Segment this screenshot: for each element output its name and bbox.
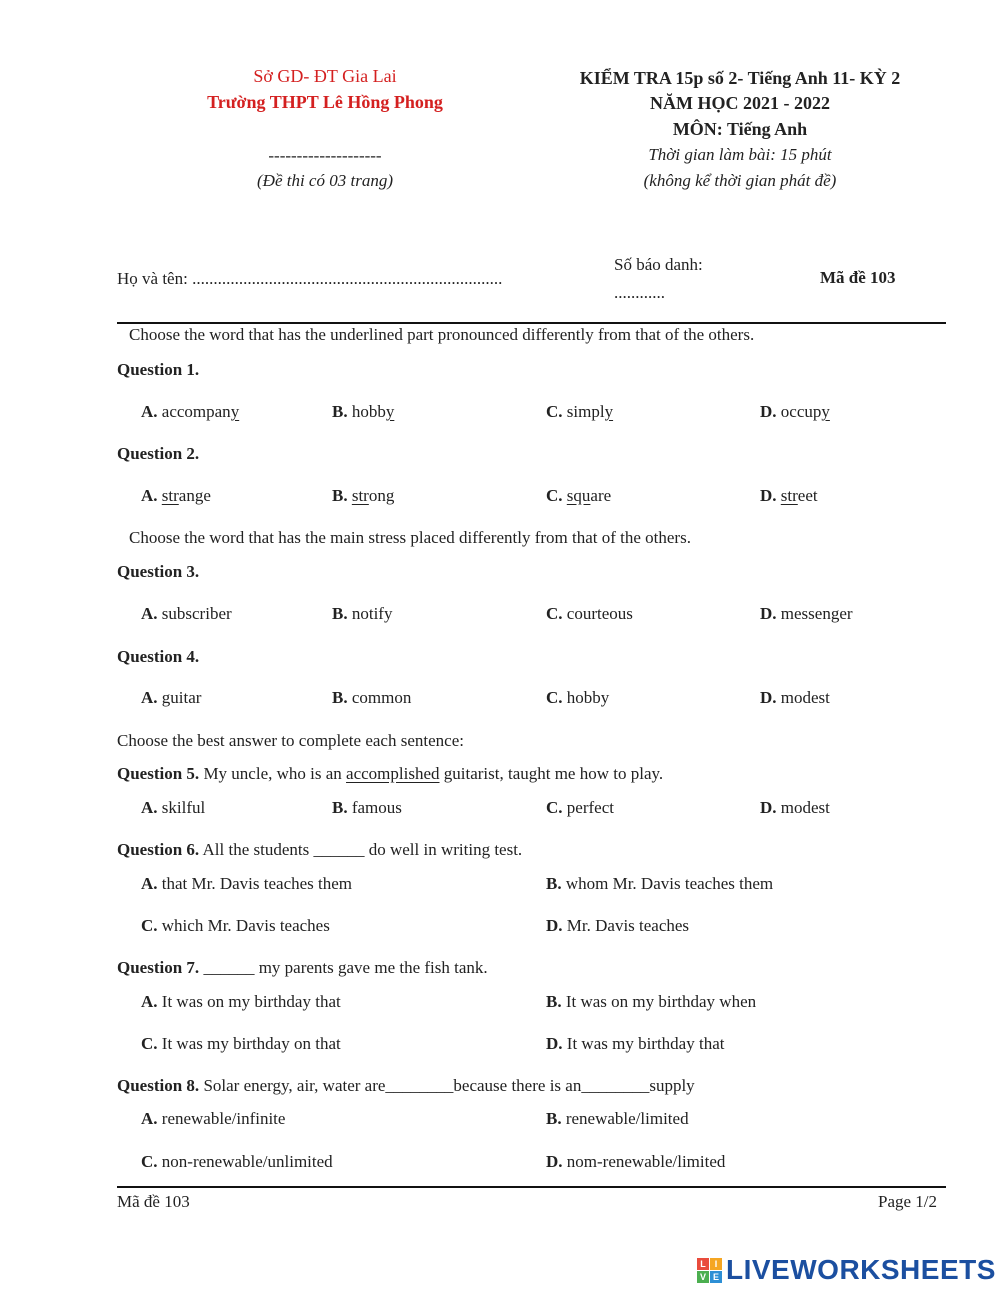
school-name: Trường THPT Lê Hồng Phong: [207, 92, 443, 112]
q3-option-d[interactable]: D. messenger: [760, 604, 853, 623]
q4-option-c[interactable]: C. hobby: [546, 688, 610, 707]
q4-option-b[interactable]: B. common: [332, 688, 412, 707]
student-name-field[interactable]: Họ và tên: .........................................................................: [117, 269, 503, 288]
q6-option-d[interactable]: D. Mr. Davis teaches: [546, 916, 690, 935]
question-5-stem: Question 5. My uncle, who is an accomplished guitarist, taught me how to play.: [117, 764, 664, 783]
candidate-number-label: Số báo danh:: [614, 255, 703, 274]
q8-option-c[interactable]: C. non-renewable/unlimited: [141, 1152, 333, 1171]
q5-option-a[interactable]: A. skilful: [141, 798, 206, 817]
pages-note: (Đề thi có 03 trang): [257, 171, 393, 190]
question-2-label: Question 2.: [117, 444, 200, 463]
dept-name: Sở GD- ĐT Gia Lai: [253, 66, 397, 86]
q7-option-c[interactable]: C. It was my birthday on that: [141, 1034, 341, 1053]
q6-option-c[interactable]: C. which Mr. Davis teaches: [141, 916, 330, 935]
q1-option-b[interactable]: B. hobby: [332, 402, 395, 421]
q3-option-a[interactable]: A. subscriber: [141, 604, 232, 623]
section-pronunciation-instruction: Choose the word that has the underlined part pronounced differently from that of the others.: [129, 325, 755, 344]
q1-option-d[interactable]: D. occupy: [760, 402, 830, 421]
q5-option-b[interactable]: B. famous: [332, 798, 402, 817]
q3-option-c[interactable]: C. courteous: [546, 604, 633, 623]
subject: MÔN: Tiếng Anh: [672, 119, 808, 139]
school-year: NĂM HỌC 2021 - 2022: [650, 93, 830, 113]
q6-option-a[interactable]: A. that Mr. Davis teaches them: [141, 874, 353, 893]
q2-option-c[interactable]: C. square: [546, 486, 612, 505]
q8-option-d[interactable]: D. nom-renewable/limited: [546, 1152, 726, 1171]
question-8-stem: Question 8. Solar energy, air, water are________because there is an________supply: [117, 1076, 695, 1095]
q2-option-b[interactable]: B. strong: [332, 486, 395, 505]
q7-option-d[interactable]: D. It was my birthday that: [546, 1034, 725, 1053]
exam-time: Thời gian làm bài: 15 phút: [648, 145, 832, 164]
q8-option-a[interactable]: A. renewable/infinite: [141, 1109, 286, 1128]
q8-option-b[interactable]: B. renewable/limited: [546, 1109, 689, 1128]
q2-option-a[interactable]: A. strange: [141, 486, 211, 505]
question-1-label: Question 1.: [117, 360, 200, 379]
question-4-label: Question 4.: [117, 647, 200, 666]
q6-option-b[interactable]: B. whom Mr. Davis teaches them: [546, 874, 774, 893]
q5-option-d[interactable]: D. modest: [760, 798, 830, 817]
q7-option-b[interactable]: B. It was on my birthday when: [546, 992, 757, 1011]
liveworksheets-logo-icon: L I V E: [697, 1258, 722, 1283]
question-7-stem: Question 7. ______ my parents gave me the fish tank.: [117, 958, 488, 977]
candidate-number-field[interactable]: ............: [614, 283, 665, 302]
q4-option-d[interactable]: D. modest: [760, 688, 830, 707]
section-stress-instruction: Choose the word that has the main stress placed differently from that of the others.: [129, 528, 691, 547]
q2-option-d[interactable]: D. street: [760, 486, 818, 505]
question-3-label: Question 3.: [117, 562, 200, 581]
q4-option-a[interactable]: A. guitar: [141, 688, 202, 707]
section-best-answer-instruction: Choose the best answer to complete each sentence:: [117, 731, 464, 750]
exam-code: Mã đề 103: [820, 268, 896, 287]
header-dashes: --------------------: [268, 146, 382, 165]
q3-option-b[interactable]: B. notify: [332, 604, 393, 623]
liveworksheets-logo-text: LIVEWORKSHEETS: [726, 1254, 996, 1285]
time-note: (không kể thời gian phát đề): [643, 171, 837, 190]
q1-option-a[interactable]: A. accompany: [141, 402, 240, 421]
q5-option-c[interactable]: C. perfect: [546, 798, 614, 817]
question-6-stem: Question 6. All the students ______ do well in writing test.: [117, 840, 523, 859]
q7-option-a[interactable]: A. It was on my birthday that: [141, 992, 341, 1011]
exam-title: KIỂM TRA 15p số 2- Tiếng Anh 11- KỲ 2: [579, 68, 901, 88]
header-divider: [117, 322, 946, 324]
footer-exam-code: Mã đề 103: [117, 1192, 190, 1211]
q1-option-c[interactable]: C. simply: [546, 402, 614, 421]
footer-divider: [117, 1186, 946, 1188]
liveworksheets-logo[interactable]: [697, 1253, 996, 1287]
footer-page-number: Page 1/2: [878, 1192, 938, 1211]
